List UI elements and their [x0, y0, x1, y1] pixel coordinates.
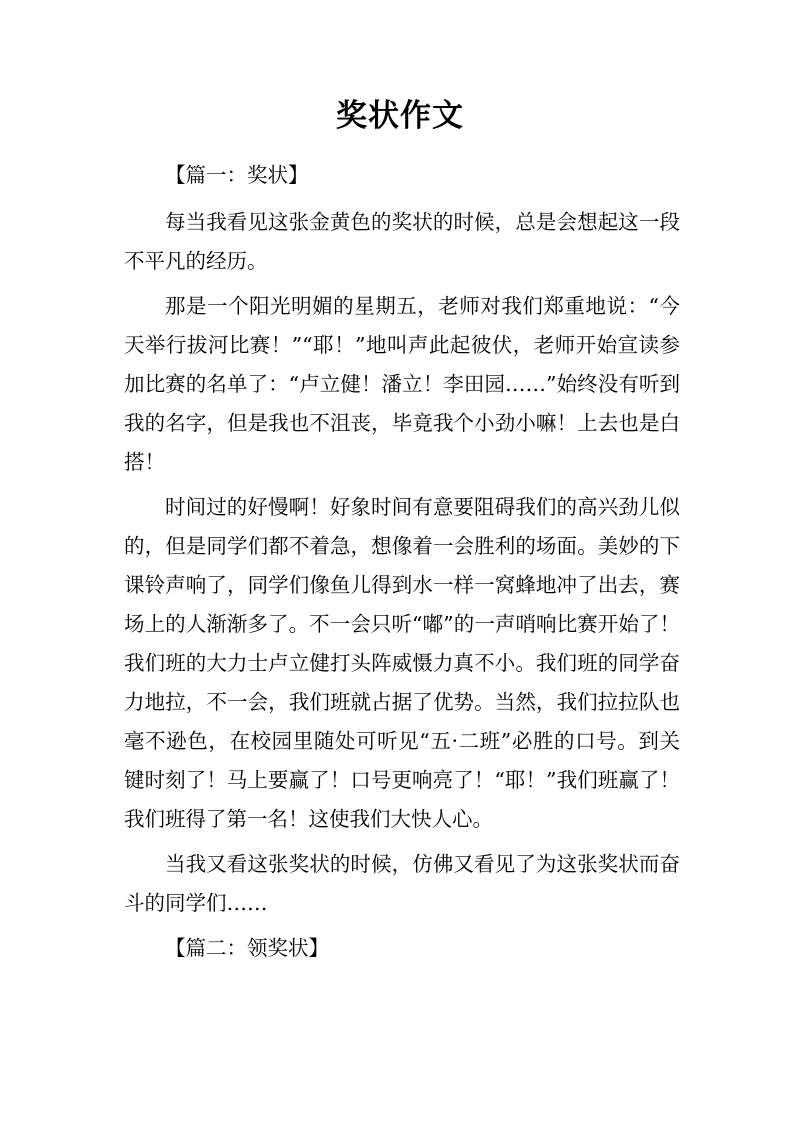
section-heading-2: 【篇二：领奖状】	[165, 936, 329, 960]
section-heading-1: 【篇一：奖状】	[165, 163, 309, 187]
paragraph-1: 每当我看见这张金黄色的奖状的时候，总是会想起这一段不平凡的经历。	[124, 210, 680, 273]
paragraph-4: 当我又看这张奖状的时候，仿佛又看见了为这张奖状而奋斗的同学们……	[124, 852, 680, 915]
page-title: 奖状作文	[336, 98, 464, 134]
document-body	[124, 156, 680, 976]
paragraph-3: 时间过的好慢啊！好象时间有意要阻碍我们的高兴劲儿似的，但是同学们都不着急，想像着一会胜利的场面。美妙的下课铃声响了，同学们像鱼儿得到水一样一窝蜂地冲了出去，赛场上的人渐渐多了。不一会只听“嘟”的一声哨响比赛开始了！我们班的大力士卢立健打头阵威慑力真不小。我们班的同学奋力地拉，不一会，我们班就占据了优势。当然，我们拉拉队也毫不逊色，在校园里随处可听见“五·二班”必胜的口号。到关键时刻了！马上要赢了！口号更响亮了！“耶！”我们班赢了！我们班得了第一名！这使我们大快人心。	[124, 495, 680, 831]
paragraph-2: 那是一个阳光明媚的星期五，老师对我们郑重地说：“今天举行拔河比赛！”“耶！”地叫声此起彼伏，老师开始宣读参加比赛的名单了：“卢立健！潘立！李田园……”始终没有听到我的名字，但是我也不沮丧，毕竟我个小劲小嘛！上去也是白搭！	[124, 294, 680, 474]
